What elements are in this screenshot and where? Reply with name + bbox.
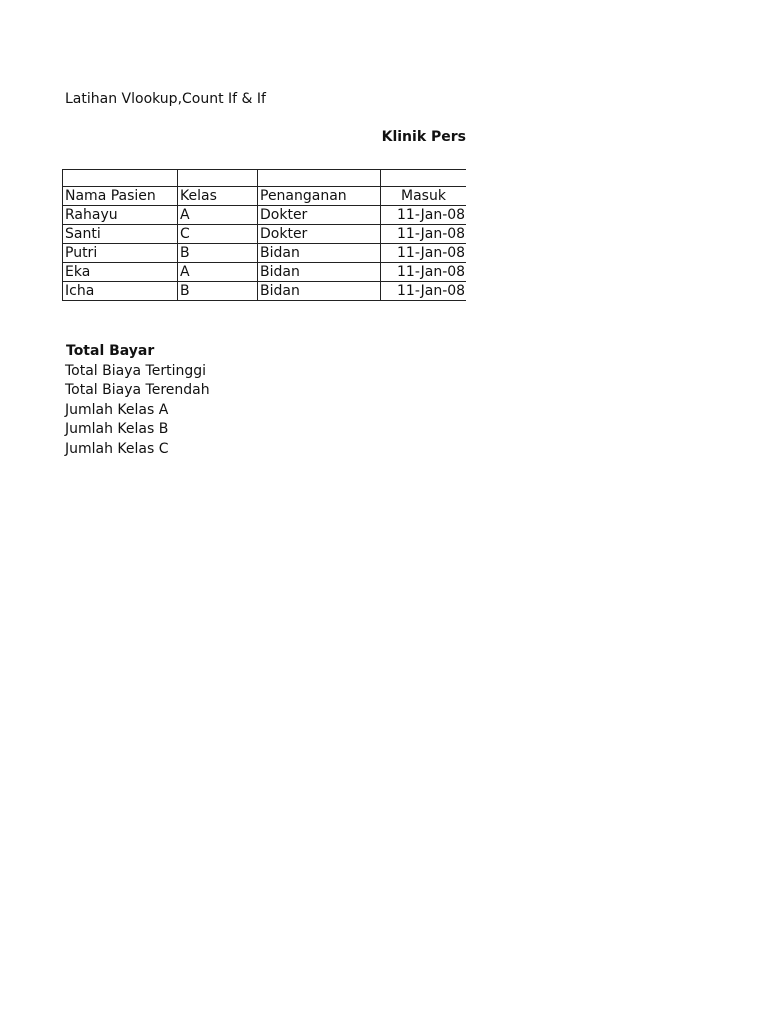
- table-header-row: [63, 187, 467, 206]
- cell-masuk[interactable]: 11-Jan-08: [381, 282, 467, 301]
- table-title-clip: [300, 129, 466, 151]
- header-masuk[interactable]: Masuk: [381, 187, 467, 206]
- cell-masuk[interactable]: 11-Jan-08: [381, 263, 467, 282]
- cell-nama-pasien[interactable]: Icha: [63, 282, 178, 301]
- table-row: [63, 282, 467, 301]
- cell-kelas[interactable]: C: [178, 225, 258, 244]
- patient-table-viewport: [62, 169, 466, 309]
- summary-jumlah-kelas-a: Jumlah Kelas A: [65, 401, 169, 418]
- summary-biaya-terendah: Total Biaya Terendah: [65, 382, 210, 398]
- cell-kelas[interactable]: B: [178, 244, 258, 263]
- header-penanganan[interactable]: Penanganan: [258, 187, 381, 206]
- cell-kelas[interactable]: A: [178, 263, 258, 282]
- page-title: Latihan Vlookup,Count If & If: [65, 91, 266, 107]
- summary-jumlah-kelas-c: Jumlah Kelas C: [65, 440, 169, 457]
- summary-section: [65, 342, 210, 459]
- table-title: Klinik Pers: [381, 129, 466, 145]
- table-row: [63, 263, 467, 282]
- cell-penanganan[interactable]: Bidan: [258, 282, 381, 301]
- table-row: [63, 244, 467, 263]
- cell-penanganan[interactable]: Bidan: [258, 244, 381, 263]
- table-spacer-row: [63, 170, 467, 187]
- table-cell[interactable]: [258, 170, 381, 187]
- patient-table: [62, 169, 466, 301]
- table-cell[interactable]: [381, 170, 467, 187]
- cell-nama-pasien[interactable]: Rahayu: [63, 206, 178, 225]
- summary-jumlah-kelas-b: Jumlah Kelas B: [65, 421, 169, 437]
- cell-nama-pasien[interactable]: Santi: [63, 225, 178, 244]
- header-kelas[interactable]: Kelas: [178, 187, 258, 206]
- cell-nama-pasien[interactable]: Putri: [63, 244, 178, 263]
- summary-biaya-tertinggi: Total Biaya Tertinggi: [65, 362, 206, 379]
- table-row: [63, 225, 467, 244]
- cell-masuk[interactable]: 11-Jan-08: [381, 206, 467, 225]
- header-nama-pasien[interactable]: Nama Pasien: [63, 187, 178, 206]
- table-row: [63, 206, 467, 225]
- summary-total-bayar: Total Bayar: [66, 343, 155, 359]
- cell-penanganan[interactable]: Dokter: [258, 206, 381, 225]
- cell-kelas[interactable]: B: [178, 282, 258, 301]
- cell-penanganan[interactable]: Dokter: [258, 225, 381, 244]
- cell-penanganan[interactable]: Bidan: [258, 263, 381, 282]
- table-cell[interactable]: [63, 170, 178, 187]
- cell-masuk[interactable]: 11-Jan-08: [381, 225, 467, 244]
- table-cell[interactable]: [178, 170, 258, 187]
- cell-masuk[interactable]: 11-Jan-08: [381, 244, 467, 263]
- cell-nama-pasien[interactable]: Eka: [63, 263, 178, 282]
- cell-kelas[interactable]: A: [178, 206, 258, 225]
